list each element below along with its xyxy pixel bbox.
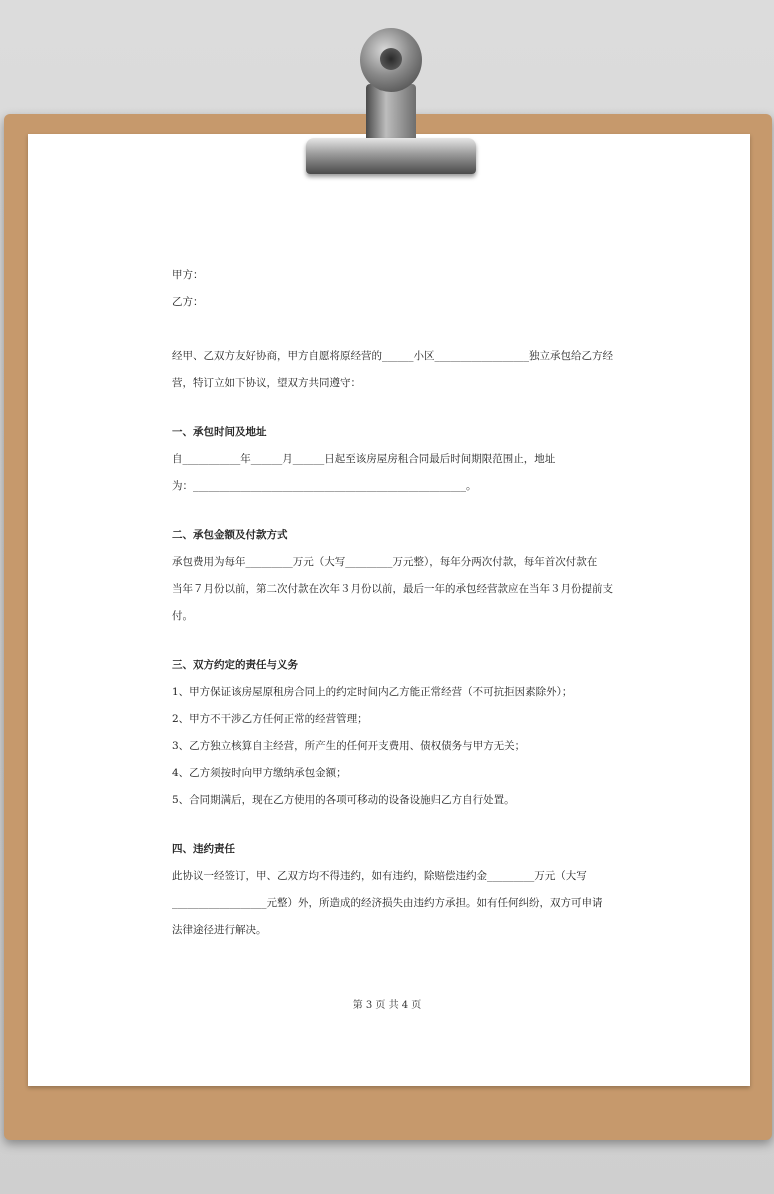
section-4-line-1: 此协议一经签订，甲、乙双方均不得违约，如有违约，除赔偿违约金_________万元（大写 bbox=[172, 870, 587, 882]
section-3-item-4: 4、乙方须按时向甲方缴纳承包金额； bbox=[172, 767, 347, 779]
party-a-label: 甲方： bbox=[172, 269, 204, 281]
section-2-line-1: 承包费用为每年_________万元（大写_________万元整），每年分两次付款，每年首次付款在 bbox=[172, 556, 598, 568]
intro-line-1: 经甲、乙双方友好协商，甲方自愿将原经营的______小区__________________独立承包给乙方经 bbox=[172, 350, 613, 362]
section-3-item-3: 3、乙方独立核算自主经营，所产生的任何开支费用、债权债务与甲方无关； bbox=[172, 740, 526, 752]
section-4-line-2: __________________元整）外，所造成的经济损失由违约方承担。如有任何纠纷，双方可申请 bbox=[172, 897, 603, 909]
section-2-line-2: 当年７月份以前，第二次付款在次年３月份以前，最后一年的承包经营款应在当年３月份提前支 bbox=[172, 583, 613, 595]
binder-clip-icon bbox=[306, 28, 476, 178]
clip-hole bbox=[380, 48, 402, 70]
section-4-title: 四、违约责任 bbox=[172, 843, 235, 855]
section-3-title: 三、双方约定的责任与义务 bbox=[172, 659, 298, 671]
section-3-item-2: 2、甲方不干涉乙方任何正常的经营管理； bbox=[172, 713, 368, 725]
section-1-title: 一、承包时间及地址 bbox=[172, 426, 267, 438]
section-3-item-5: 5、合同期满后，现在乙方使用的各项可移动的设备设施归乙方自行处置。 bbox=[172, 794, 515, 806]
clip-base bbox=[306, 138, 476, 174]
party-b-label: 乙方： bbox=[172, 296, 204, 308]
section-1-line-2: 为：____________________________________________________。 bbox=[172, 480, 477, 492]
contract-body bbox=[172, 262, 612, 944]
section-4-line-3: 法律途径进行解决。 bbox=[172, 924, 267, 936]
clip-neck bbox=[366, 84, 416, 144]
intro-line-2: 营，特订立如下协议，望双方共同遵守： bbox=[172, 377, 361, 389]
section-1-line-1: 自___________年______月______日起至该房屋房租合同最后时间期限范围止，地址 bbox=[172, 453, 556, 465]
section-2-line-3: 付。 bbox=[172, 610, 193, 622]
section-2-title: 二、承包金额及付款方式 bbox=[172, 529, 288, 541]
section-3-item-1: 1、甲方保证该房屋原租房合同上的约定时间内乙方能正常经营（不可抗拒因素除外）； bbox=[172, 686, 573, 698]
page-number: 第 3 页 共 4 页 bbox=[352, 1000, 422, 1011]
